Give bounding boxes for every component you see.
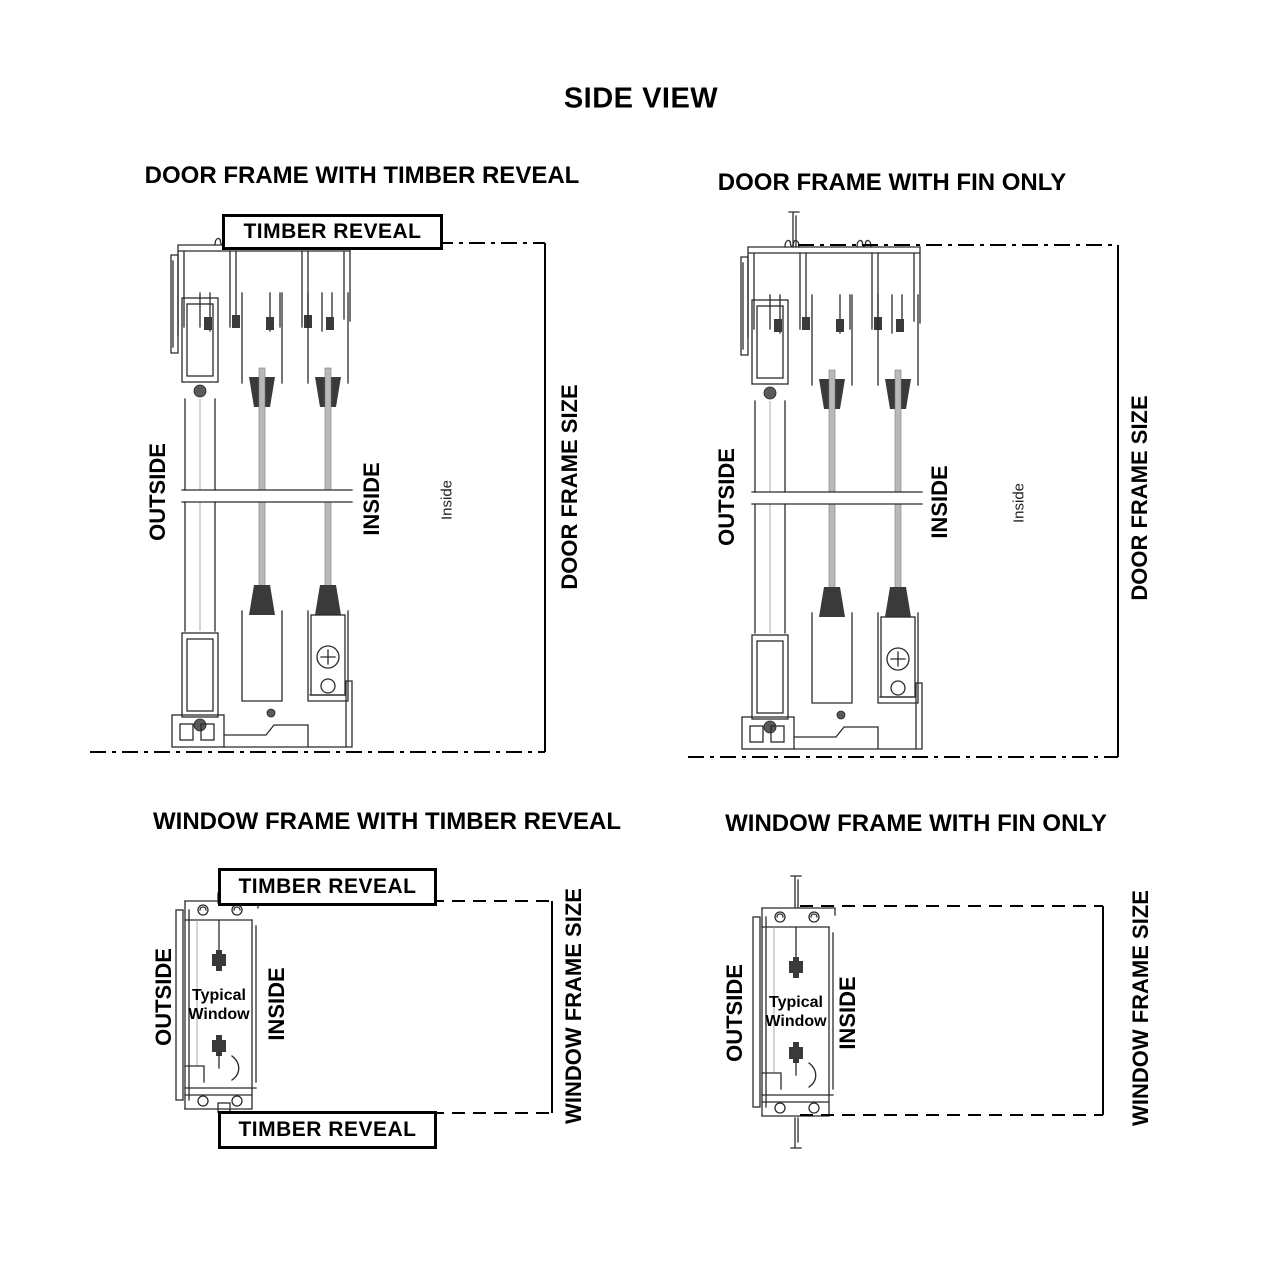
heading-window-frame-fin-only: WINDOW FRAME WITH FIN ONLY bbox=[725, 810, 1107, 837]
heading-door-frame-fin-only: DOOR FRAME WITH FIN ONLY bbox=[717, 169, 1067, 196]
inside-label-door-fin: INSIDE bbox=[927, 465, 952, 539]
window-frame-size-label-fin: WINDOW FRAME SIZE bbox=[1128, 890, 1153, 1126]
timber-reveal-label: TIMBER REVEAL bbox=[243, 220, 422, 243]
timber-reveal-box-window-top bbox=[218, 868, 437, 906]
timber-reveal-label: TIMBER REVEAL bbox=[238, 1118, 417, 1141]
door-frame-size-label-fin: DOOR FRAME SIZE bbox=[1127, 395, 1152, 601]
typical-window-label-fin: Typical Window bbox=[765, 993, 827, 1030]
inside-label-window-timber: INSIDE bbox=[264, 967, 289, 1041]
heading-window-frame-timber-reveal: WINDOW FRAME WITH TIMBER REVEAL bbox=[153, 808, 621, 835]
inside-annotation-door-timber: Inside bbox=[438, 479, 456, 521]
window-frame-size-label-timber: WINDOW FRAME SIZE bbox=[561, 888, 586, 1124]
heading-door-frame-timber-reveal: DOOR FRAME WITH TIMBER REVEAL bbox=[144, 162, 580, 189]
inside-label-window-fin: INSIDE bbox=[835, 976, 860, 1050]
inside-label-door-timber: INSIDE bbox=[359, 462, 384, 536]
outside-label-door-timber: OUTSIDE bbox=[145, 443, 170, 541]
outside-label-door-fin: OUTSIDE bbox=[714, 448, 739, 546]
timber-reveal-box-window-bottom bbox=[218, 1111, 437, 1149]
page-title: SIDE VIEW bbox=[563, 82, 719, 115]
typical-window-label-timber: Typical Window bbox=[188, 986, 250, 1023]
outside-label-window-timber: OUTSIDE bbox=[151, 948, 176, 1046]
timber-reveal-label: TIMBER REVEAL bbox=[238, 875, 417, 898]
outside-label-window-fin: OUTSIDE bbox=[722, 964, 747, 1062]
inside-annotation-door-fin: Inside bbox=[1010, 482, 1028, 524]
door-frame-size-label-timber: DOOR FRAME SIZE bbox=[557, 384, 582, 590]
door-fin-drawing bbox=[688, 212, 1118, 757]
timber-reveal-box-door bbox=[222, 214, 443, 250]
